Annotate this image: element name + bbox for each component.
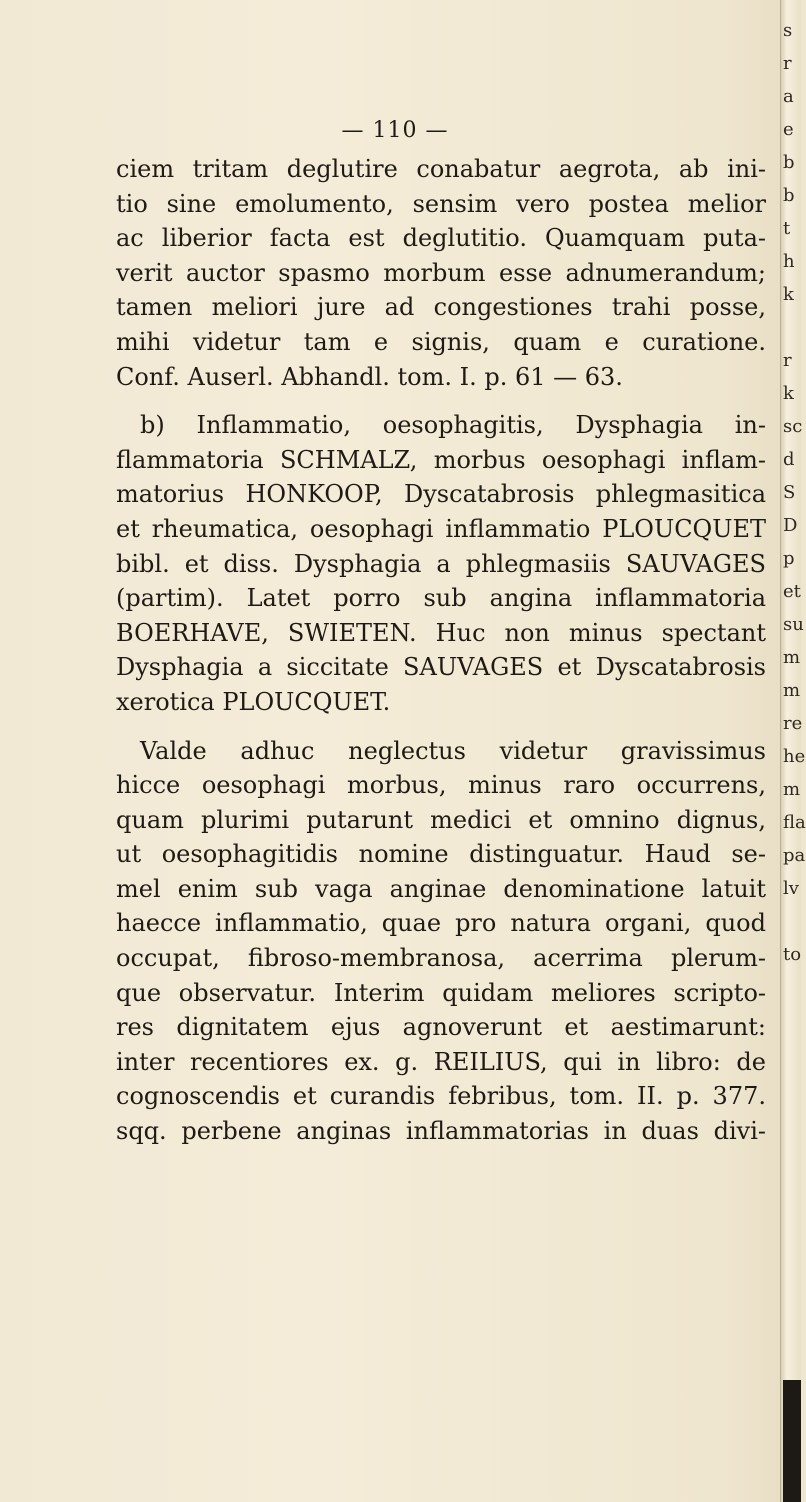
text-line: ut oesophagitidis nomine distinguatur. Haud se- — [116, 840, 766, 869]
paragraph-2-body — [116, 443, 766, 720]
edge-letter: re — [783, 713, 803, 734]
edge-letter: r — [783, 350, 792, 371]
edge-letter: et — [783, 581, 801, 602]
page-number-header: — 110 — — [341, 118, 449, 143]
edge-letter: k — [783, 383, 794, 404]
paragraph-3-body — [116, 768, 766, 1149]
paragraph-2 — [116, 408, 766, 443]
text-line: ciem tritam deglutire conabatur aegrota, ab ini- — [116, 155, 766, 183]
text-line: et rheumatica, oesophagi inflammatio PLOUCQUET — [116, 514, 766, 543]
edge-letter: s — [783, 20, 793, 41]
text-line: (partim). Latet porro sub angina inflammatoria — [116, 584, 766, 613]
edge-letter: sc — [783, 416, 803, 437]
text-line: Conf. Auserl. Abhandl. tom. I. p. 61 — 63. — [116, 362, 623, 391]
edge-letter: he — [783, 746, 806, 767]
edge-letter: h — [783, 251, 795, 272]
edge-letter: k — [783, 284, 794, 305]
edge-letter: lv — [783, 878, 799, 899]
text-line: sqq. perbene anginas inflammatorias in duas divi- — [116, 1117, 766, 1146]
adjacent-page-letters — [783, 14, 806, 971]
edge-letter: b — [783, 152, 795, 173]
edge-letter: a — [783, 86, 794, 107]
edge-letter: to — [783, 944, 802, 965]
edge-letter: r — [783, 53, 792, 74]
paragraph-1 — [116, 152, 766, 394]
adjacent-page-edge — [780, 0, 806, 1502]
edge-letter: su — [783, 614, 804, 635]
text-line: flammatoria SCHMALZ, morbus oesophagi inflam- — [116, 445, 766, 474]
text-line: occupat, fibroso-membranosa, acerrima plerum- — [116, 944, 766, 973]
text-line: Dysphagia a siccitate SAUVAGES et Dyscatabrosis — [116, 653, 766, 682]
edge-letter: b — [783, 185, 795, 206]
text-line: hicce oesophagi morbus, minus raro occurrens, — [116, 771, 766, 800]
paragraph-3 — [116, 734, 766, 769]
text-line: Valde adhuc neglectus videtur gravissimus — [140, 736, 766, 765]
edge-letter — [783, 311, 801, 344]
text-line: mihi videtur tam e signis, quam e curatione. — [116, 327, 766, 356]
text-line: b) Inflammatio, oesophagitis, Dysphagia in- — [140, 411, 766, 440]
text-line: cognoscendis et curandis febribus, tom. II. p. 377. — [116, 1082, 766, 1111]
body-text — [116, 152, 766, 1149]
edge-letter: D — [783, 515, 798, 536]
edge-letter: t — [783, 218, 791, 239]
text-line: BOERHAVE, SWIETEN. Huc non minus spectant — [116, 618, 766, 647]
text-line: tamen meliori jure ad congestiones trahi posse, — [116, 293, 766, 322]
edge-letter: S — [783, 482, 796, 503]
text-line: ac liberior facta est deglutitio. Quamquam puta- — [116, 224, 766, 253]
edge-letter: pa — [783, 845, 806, 866]
edge-letter: fla — [783, 812, 806, 833]
edge-letter: m — [783, 779, 801, 800]
edge-letter — [783, 905, 801, 938]
text-line: xerotica PLOUCQUET. — [116, 687, 391, 716]
binding-shadow — [783, 1380, 801, 1502]
text-line: mel enim sub vaga anginae denominatione latuit — [116, 874, 766, 903]
text-line: que observatur. Interim quidam meliores scripto- — [116, 978, 766, 1007]
text-line: matorius HONKOOP, Dyscatabrosis phlegmasitica — [116, 480, 766, 509]
text-line: res dignitatem ejus agnoverunt et aestimarunt: — [116, 1013, 766, 1042]
text-line: inter recentiores ex. g. REILIUS, qui in libro: de — [116, 1047, 766, 1076]
text-line: tio sine emolumento, sensim vero postea melior — [116, 189, 766, 218]
text-line: verit auctor spasmo morbum esse adnumerandum; — [116, 258, 766, 287]
text-line: haecce inflammatio, quae pro natura organi, quod — [116, 909, 766, 938]
edge-letter: m — [783, 680, 801, 701]
edge-letter: d — [783, 449, 795, 470]
text-line: bibl. et diss. Dysphagia a phlegmasiis SAUVAGES — [116, 549, 766, 578]
edge-letter: m — [783, 647, 801, 668]
text-line: quam plurimi putarunt medici et omnino dignus, — [116, 805, 766, 834]
edge-letter: e — [783, 119, 794, 140]
edge-letter: p — [783, 548, 795, 569]
